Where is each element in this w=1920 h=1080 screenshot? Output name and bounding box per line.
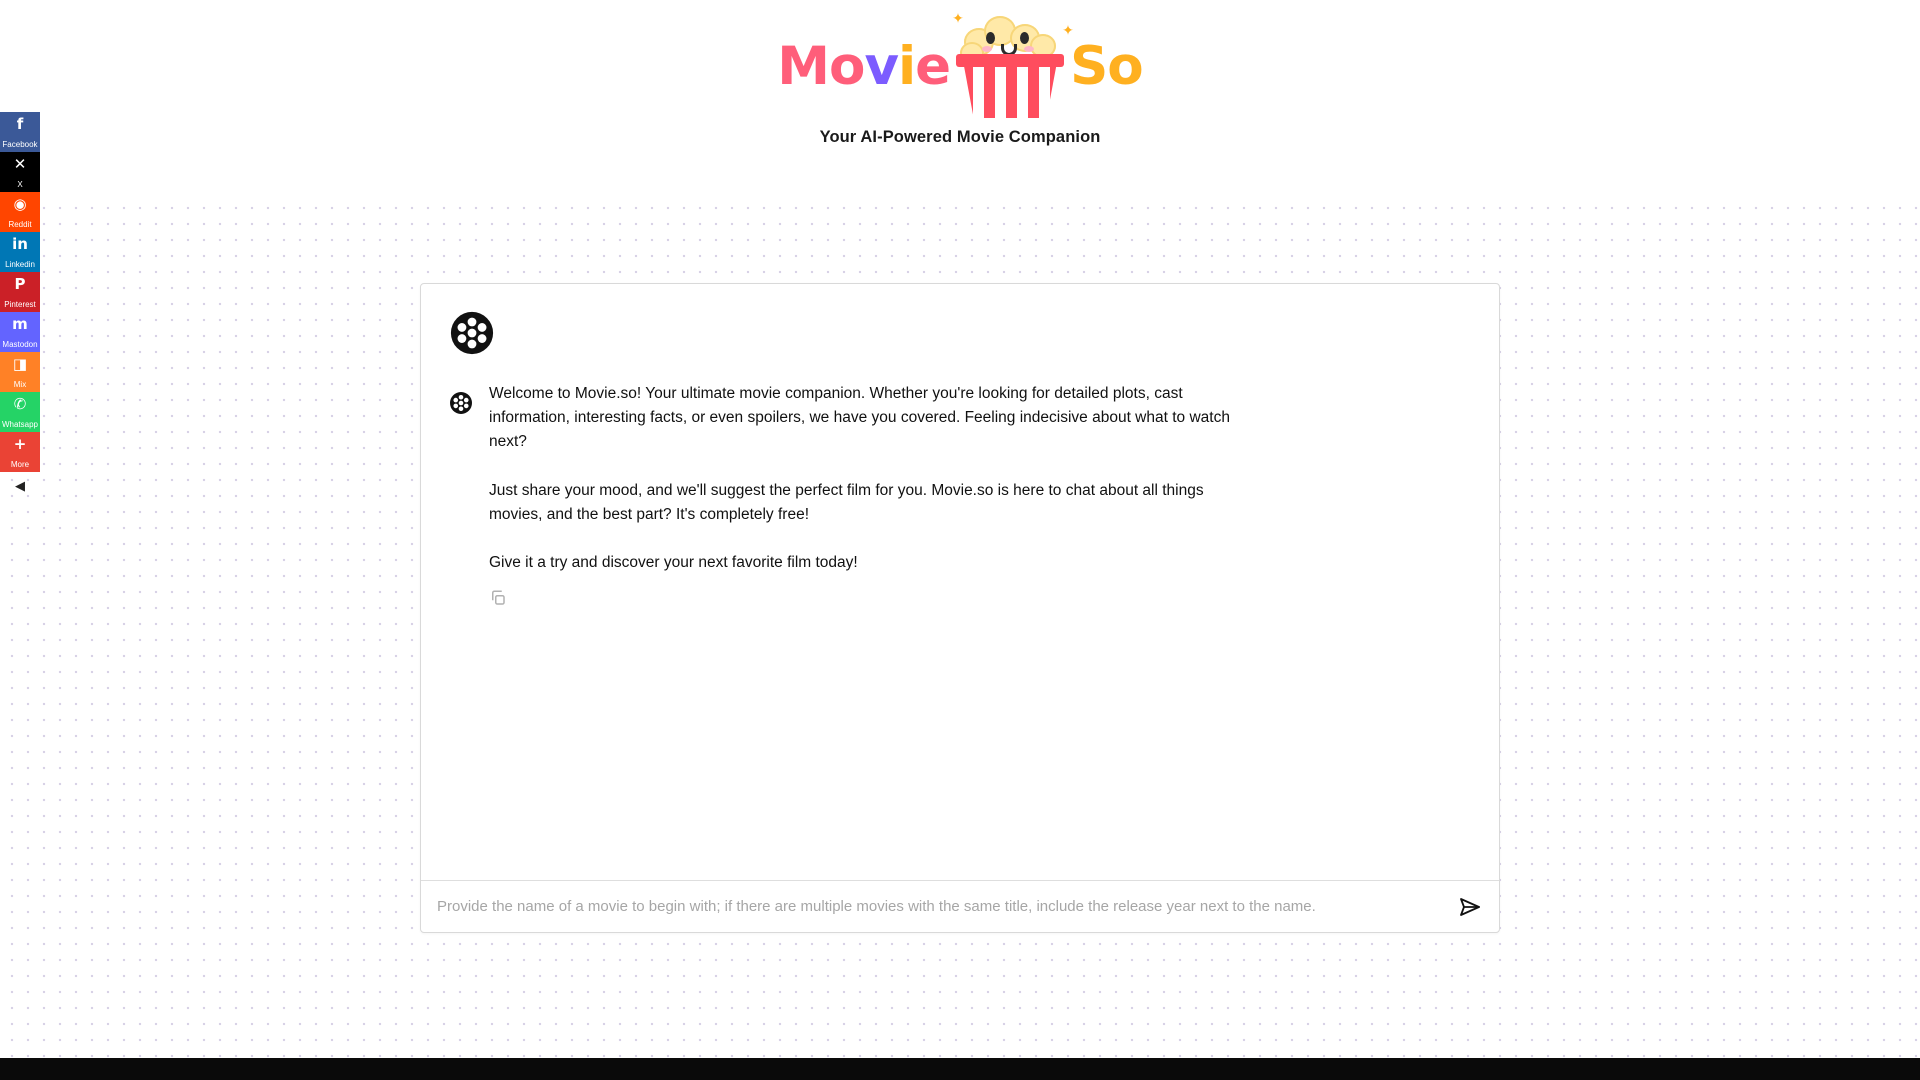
social-share-rail <box>0 112 40 500</box>
share-label: Whatsapp <box>1 420 39 429</box>
share-label: Mastodon <box>2 340 38 349</box>
mastodon-icon: m <box>12 315 28 333</box>
message-assistant <box>449 382 1475 612</box>
site-tagline: Your AI-Powered Movie Companion <box>819 128 1101 146</box>
copy-icon[interactable] <box>489 589 507 607</box>
message-paragraph: Welcome to Movie.so! Your ultimate movie companion. Whether you're looking for detailed plots, cast information, interesting facts, or even spoilers, we have you covered. Feeling indecisive about what to watch next? <box>489 385 1230 451</box>
share-label: Reddit <box>8 220 32 229</box>
share-label: Facebook <box>2 140 38 149</box>
popcorn-mascot-icon <box>944 10 1076 118</box>
logo-wordmark-right <box>1070 35 1143 97</box>
film-reel-icon <box>449 391 473 415</box>
share-label: Linkedin <box>5 260 35 269</box>
share-mix-button[interactable] <box>0 352 40 392</box>
sparkle-icon: ✦ <box>952 10 964 26</box>
share-more-button[interactable] <box>0 432 40 472</box>
share-whatsapp-button[interactable] <box>0 392 40 432</box>
message-paragraph: Give it a try and discover your next favorite film today! <box>489 553 858 571</box>
logo-letter: o <box>1107 35 1143 97</box>
message-input[interactable] <box>431 898 1449 915</box>
message-list <box>421 376 1499 880</box>
share-mastodon-button[interactable] <box>0 312 40 352</box>
share-label: Mix <box>13 380 27 389</box>
share-linkedin-button[interactable] <box>0 232 40 272</box>
linkedin-icon: in <box>12 235 28 253</box>
pinterest-icon: P <box>14 275 26 293</box>
logo-letter: i <box>898 35 916 97</box>
logo-letter: S <box>1070 35 1108 97</box>
x-icon: ✕ <box>13 155 27 173</box>
mix-icon: ◨ <box>12 355 28 373</box>
message-body <box>489 382 1249 612</box>
share-facebook-button[interactable] <box>0 112 40 152</box>
message-composer <box>421 880 1499 932</box>
site-header <box>0 0 1920 196</box>
send-icon <box>1458 895 1482 919</box>
plus-icon: + <box>13 435 27 453</box>
reddit-icon: ◉ <box>13 195 27 213</box>
facebook-icon: f <box>16 115 24 133</box>
share-x-button[interactable] <box>0 152 40 192</box>
logo-letter: v <box>864 35 898 97</box>
sparkle-icon: ✦ <box>1062 22 1074 38</box>
chat-panel <box>420 283 1500 933</box>
hide-share-rail-button[interactable] <box>0 472 40 500</box>
popcorn-box-rim <box>956 54 1064 67</box>
chevron-left-icon: ◀ <box>15 478 25 493</box>
share-reddit-button[interactable] <box>0 192 40 232</box>
message-paragraph: Just share your mood, and we'll suggest the perfect film for you. Movie.so is here to chat about all things movies, and the best part? It's completely free! <box>489 481 1204 523</box>
share-label: Pinterest <box>4 300 36 309</box>
whatsapp-icon: ✆ <box>13 395 27 413</box>
film-reel-icon <box>449 310 495 356</box>
bottom-bar <box>0 1058 1920 1080</box>
share-label: X <box>17 180 23 189</box>
logo-letter: o <box>829 35 865 97</box>
share-label: More <box>10 460 30 469</box>
logo-wordmark-left <box>777 35 951 97</box>
share-pinterest-button[interactable] <box>0 272 40 312</box>
chat-panel-header <box>421 284 1499 376</box>
logo-letter: e <box>915 35 951 97</box>
send-button[interactable] <box>1457 894 1483 920</box>
logo-letter: M <box>777 35 830 97</box>
site-logo[interactable] <box>777 10 1143 118</box>
